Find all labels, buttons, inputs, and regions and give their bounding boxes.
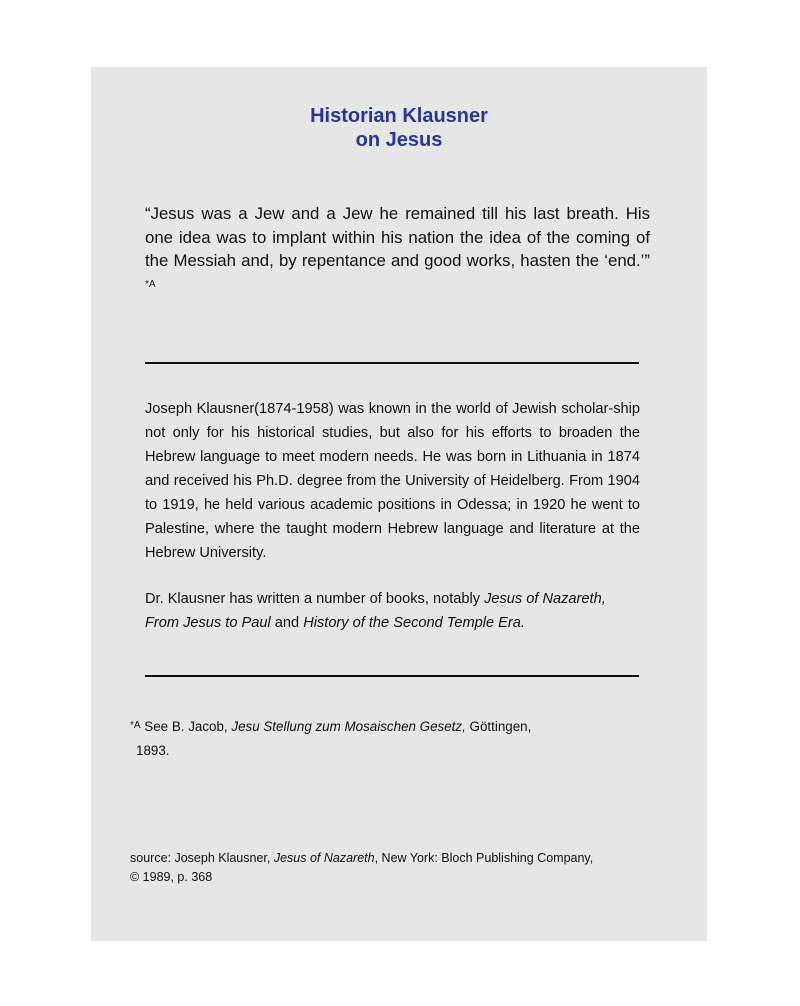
quote-block (145, 202, 650, 296)
source-copyright: © 1989, p. 368 (130, 870, 213, 884)
footnote-suffix: Göttingen, (465, 719, 532, 734)
source-prefix: source: Joseph Klausner, (130, 851, 274, 865)
book-title-1: Jesus of Nazareth, (484, 591, 606, 607)
book-title-3: History of the Second Temple Era. (303, 615, 525, 631)
title-line-1: Historian Klausner (310, 105, 488, 127)
divider-top (145, 362, 639, 364)
footnote-work-title: Jesu Stellung zum Mosaischen Gesetz, (231, 719, 466, 734)
footnote-marker: *A (130, 720, 141, 731)
books-and: and (270, 615, 304, 631)
book-title-2: From Jesus to Paul (145, 615, 271, 631)
footnote-prefix: See B. Jacob, (140, 719, 232, 734)
footnote-year: 1893. (136, 743, 170, 758)
source-citation (130, 849, 660, 887)
quote-text: “Jesus was a Jew and a Jew he remained till his last breath. His one idea was to implant within his nation the idea of the coming of the Messiah and, by repentance and good works, hasten the ‘end.’” (145, 204, 650, 270)
bio-paragraph: Joseph Klausner(1874-1958) was known in the world of Jewish scholar-ship not only for his historical studies, but also for his efforts to broaden the Hebrew language to meet modern needs. He was born in Lithuania in 1874 and received his Ph.D. degree from the University of Heidelberg. From 1904 to 1919, he held various academic positions in Odessa; in 1920 he went to Palestine, where the taught modern Hebrew language and literature at the Hebrew University. (145, 401, 640, 561)
footnote (130, 714, 610, 763)
title-line-2: on Jesus (355, 129, 443, 151)
source-suffix: , New York: Bloch Publishing Company, (374, 851, 594, 865)
divider-bottom (145, 675, 639, 677)
quote-footnote-marker: *A (145, 278, 156, 290)
document-card (91, 67, 707, 941)
source-title: Jesus of Nazareth (273, 851, 375, 865)
books-paragraph (145, 587, 640, 635)
page-title (91, 104, 707, 152)
books-intro: Dr. Klausner has written a number of books, notably (145, 591, 485, 607)
